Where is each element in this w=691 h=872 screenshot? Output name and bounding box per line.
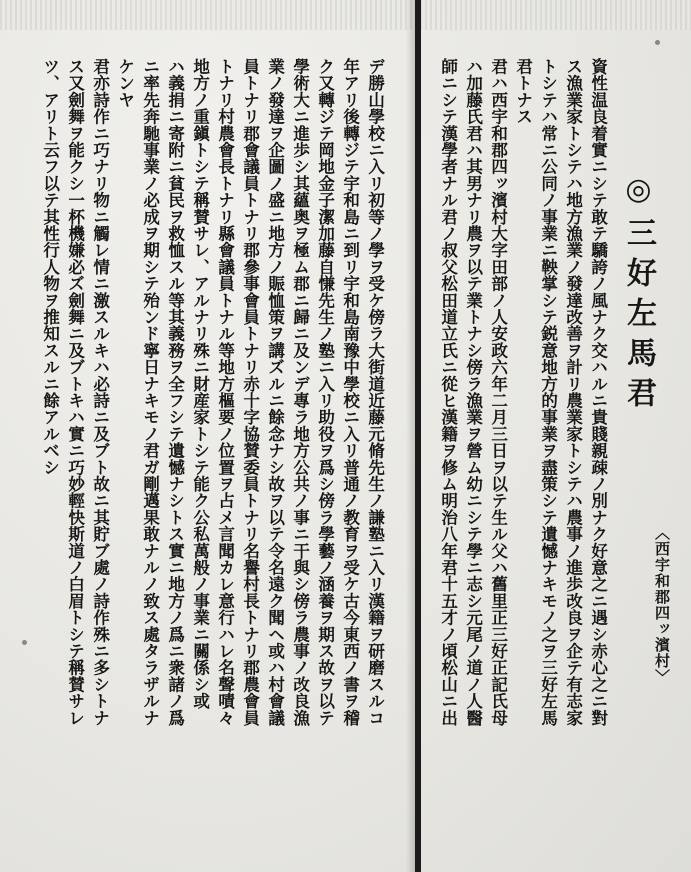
ink-speck (22, 640, 27, 645)
text-column: トシテハ常ニ公同ノ事業ニ鞅掌シテ鋭意地方的事業ヲ盡策シテ遺憾ナキモノ之ヲ三好左馬 (538, 58, 558, 726)
binding-gutter (415, 0, 421, 872)
text-column: ニ率先奔馳事業ノ必成ヲ期シテ殆ンド寧日ナキモノ君ガ剛邁果敢ナルノ致ス處タラザルナ (140, 58, 160, 726)
ink-speck (655, 40, 660, 45)
text-column: 師ニシテ漢學者ナル君ノ叔父松田道立氏ニ從ヒ漢籍ヲ修ム明治八年君十五才ノ頃松山ニ出 (438, 58, 458, 726)
text-column: ク又轉ジテ岡地金子潔加藤自慊先生ノ塾ニ入リ助役ヲ爲シ傍ラ學藝ノ涵養ヲ期ス故ヲ以テ (315, 58, 335, 727)
text-column: ス漁業家トシテハ地方漁業ノ發達改善ヲ計リ農業家トシテハ農事ノ進歩改良ヲ企テ有志家 (563, 58, 583, 726)
page-top-edge (0, 0, 691, 30)
text-column: 地方ノ重鎭トシテ稱賛サレ、アルナリ殊ニ財産家トシテ能ク公私萬般ノ事業ニ關係シ或 (190, 58, 210, 710)
text-column: 君亦詩作ニ巧ナリ物ニ觸レ情ニ激スルキハ必詩ニ及ブト故ニ其貯ブ處ノ詩作殊ニ多シトナ (90, 58, 110, 726)
text-column: 君ハ西宇和郡四ッ濱村大字田部ノ人安政六年二月三日ヲ以テ生ル父ハ舊里正三好正記氏母 (488, 58, 508, 726)
text-column: ケンヤ (115, 58, 135, 109)
text-column: 學術大ニ進歩シ其蘊奥ヲ極ム郡ニ歸ニ及ンデ專ラ地方公共ノ事ニ干與シ傍ラ農事ノ改良漁 (290, 58, 310, 726)
text-column: デ勝山學校ニ入リ初等ノ學ヲ受ケ傍ラ大街道近藤元脩先生ノ謙塾ニ入リ漢籍ヲ研磨スルコ (365, 58, 385, 726)
text-column: ハ義捐ニ寄附ニ貧民ヲ救恤スル等其義務ヲ全フシテ遺憾ナシトス實ニ地方ノ爲ニ衆諸ノ爲 (165, 58, 185, 726)
text-column: 年アリ後轉ジテ宇和島ニ到リ宇和島南豫中學校ニ入リ普通ノ教育ヲ受ケ古今東西ノ書ヲ稽 (340, 58, 360, 726)
text-column: 員トナリ郡會議員トナリ郡參事會員トナリ赤十字協賛委員トナリ名譽村長トナリ郡農會員 (240, 58, 260, 726)
text-column: ハ加藤氏君ハ其男ナリ農ヲ以テ業トナシ傍ラ漁業ヲ營ム幼ニシテ學ニ志シ元尾ノ道ノ人醫 (463, 58, 483, 726)
text-column: ツ、アリト云フ以テ其性行人物ヲ推知スルニ餘アルベシ (40, 58, 60, 476)
article-subtitle: 〈西宇和郡四ッ濱村〉 (653, 525, 671, 685)
text-column: トナリ村農會長トナリ縣會議員トナル等地方樞要ノ位置ヲ占メ言聞カレ意行ハレ名聲嘖々 (215, 58, 235, 726)
text-column: 君トナス (513, 58, 533, 125)
text-column: ス又劍舞ヲ能クシ一杯機嫌必ズ劍舞ニ及ブトキハ實ニ巧妙輕快斯道ノ白眉トシテ稱賛サレ (65, 58, 85, 726)
article-title: ◎三好左馬君 (621, 172, 656, 417)
text-column: 資性温良着實ニシテ敢テ驕誇ノ風ナク交ハルニ貴賤親疎ノ別ナク好意之ニ遇シ赤心之ニ對 (588, 58, 608, 726)
text-column: 業ノ發達ヲ企圖ノ盛ニ地方ノ賑恤策ヲ講ズルニ餘念ナシ故ヲ以テ令名遠ク聞ヘ或ハ村會議 (265, 58, 285, 726)
